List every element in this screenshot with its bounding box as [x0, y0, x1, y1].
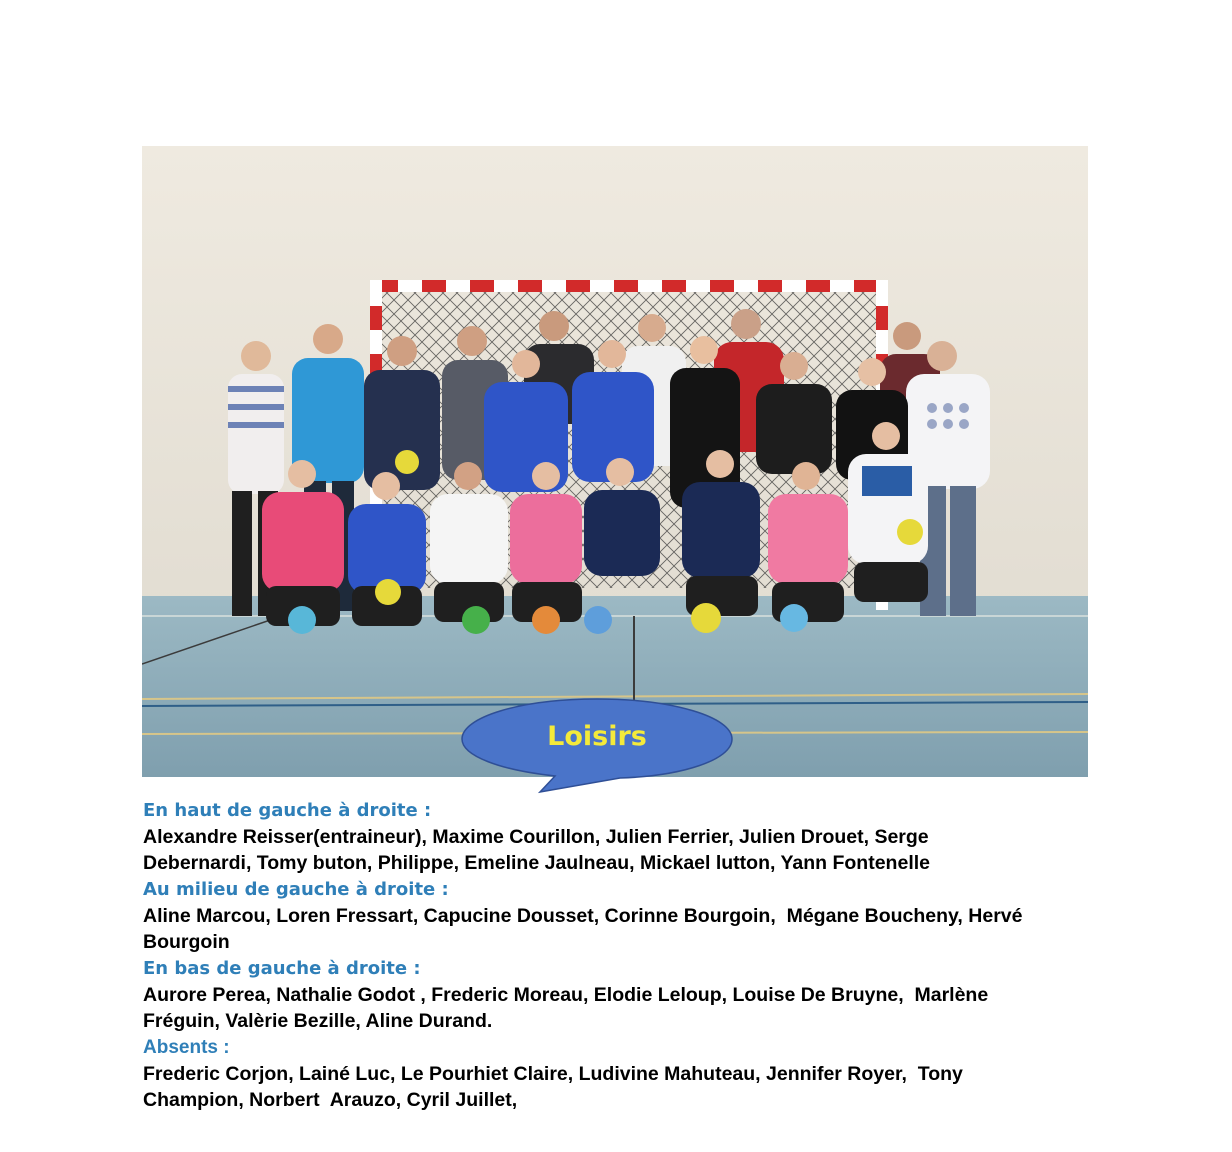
names-top-row: Alexandre Reisser(entraineur), Maxime Courillon, Julien Ferrier, Julien Drouet, Serge Debernardi, Tomy buton, Philippe, Emeline Jaulneau, Mickael lutton, Yann Fontenelle — [143, 826, 930, 874]
loisirs-callout — [460, 698, 734, 794]
section-heading-bottom-row: En bas de gauche à droite : — [143, 958, 421, 979]
callout-label: Loisirs — [547, 721, 647, 752]
team-photo-illustration — [142, 146, 1088, 777]
names-absent: Frederic Corjon, Lainé Luc, Le Pourhiet Claire, Ludivine Mahuteau, Jennifer Royer, Tony Champion, Norbert Arauzo, Cyril Juillet, — [143, 1063, 963, 1111]
photo-caption — [143, 798, 1093, 1114]
names-middle-row: Aline Marcou, Loren Fressart, Capucine Dousset, Corinne Bourgoin, Mégane Boucheny, Hervé Bourgoin — [143, 905, 1023, 953]
names-bottom-row: Aurore Perea, Nathalie Godot , Frederic Moreau, Elodie Leloup, Louise De Bruyne, Marlène Fréguin, Valèrie Bezille, Aline Durand. — [143, 984, 989, 1032]
section-heading-middle-row: Au milieu de gauche à droite : — [143, 879, 449, 900]
team-photo — [142, 146, 1088, 777]
section-heading-absent: Absents : — [143, 1037, 230, 1058]
section-heading-top-row: En haut de gauche à droite : — [143, 800, 432, 821]
